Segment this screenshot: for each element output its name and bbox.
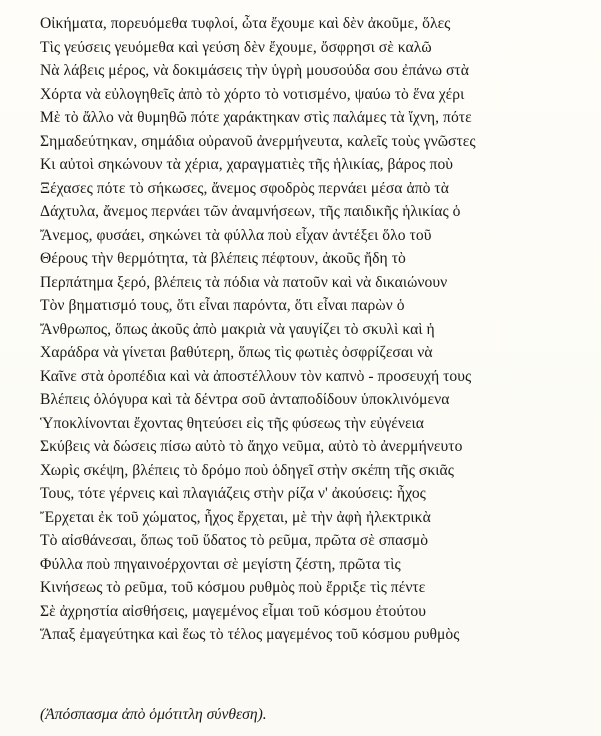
poem-line: Βλέπεις ὁλόγυρα καὶ τὰ δέντρα σοῦ ἀνταποδίδουν ὑποκλινόμενα: [40, 391, 450, 408]
poem-line: Θέρους τὴν θερμότητα, τὰ βλέπεις πέφτουν, ἀκοῦς ἤδη τὸ: [40, 250, 406, 267]
poem-text: [40, 12, 595, 647]
poem-line: Σημαδεύτηκαν, σημάδια οὐρανοῦ ἀνερμήνευτα, καλεῖς τοὺς γνῶστες: [40, 132, 476, 150]
poem-line: Κι αὐτοὶ σηκώνουν τὰ χέρια, χαραγματιὲς τῆς ἡλικίας, βάρος ποὺ: [40, 156, 454, 173]
poem-line: Ἄνεμος, φυσάει, σηκώνει τὰ φύλλα ποὺ εἶχαν ἀντέξει ὅλο τοῦ: [40, 226, 432, 244]
poem-line: Ἅπαξ ἐμαγεύτηκα καὶ ἕως τὸ τέλος μαγεμένος τοῦ κόσμου ρυθμὸς: [40, 626, 460, 643]
poem-line: Νὰ λάβεις μέρος, νὰ δοκιμάσεις τὴν ὑγρὴ μουσούδα σου ἐπάνω στὰ: [40, 62, 469, 79]
poem-line: Σκύβεις νὰ δώσεις πίσω αὐτὸ τὸ ἄηχο νεῦμα, αὐτὸ τὸ ἀνερμήνευτο: [40, 438, 463, 455]
poem-line: Τὸν βηματισμό τους, ὅτι εἶναι παρόντα, ὅτι εἶναι παρὼν ὁ: [40, 297, 405, 314]
poem-line: Μὲ τὸ ἄλλο νὰ θυμηθῶ πότε χαράκτηκαν στὶς παλάμες τὰ ἴχνη, πότε: [40, 109, 472, 126]
poem-line: Δάχτυλα, ἄνεμος περνάει τῶν ἀναμνήσεων, τῆς παιδικῆς ἡλικίας ὁ: [40, 203, 461, 220]
poem-line: Περπάτημα ξερό, βλέπεις τὰ πόδια νὰ πατοῦν καὶ νὰ δικαιώνουν: [40, 273, 448, 291]
poem-line: Χόρτα νὰ εὐλογηθεῖς ἀπὸ τὸ χόρτο τὸ νοτισμένο, ψαύω τὸ ἕνα χέρι: [40, 85, 465, 103]
poem-line: Τους, τότε γέρνεις καὶ πλαγιάζεις στὴν ρίζα ν' ἀκούσεις: ἦχος: [40, 485, 426, 502]
poem-line: Ἄνθρωπος, ὅπως ἀκοῦς ἀπὸ μακριὰ νὰ γαυγίζει τὸ σκυλὶ καὶ ἡ: [40, 320, 435, 338]
poem-line: Χαράδρα νὰ γίνεται βαθύτερη, ὅπως τὶς φωτιὲς ὀσφρίζεσαι νὰ: [40, 344, 433, 361]
poem-line: Τὸ αἰσθάνεσαι, ὅπως τοῦ ὕδατος τὸ ρεῦμα, πρῶτα σὲ σπασμὸ: [40, 532, 429, 549]
poem-line: Τὶς γεύσεις γευόμεθα καὶ γεύση δὲν ἔχουμε, ὄσφρησι σὲ καλῶ: [40, 38, 432, 56]
poem-line: Φύλλα ποὺ πηγαινοέρχονται σὲ μεγίστη ζέστη, πρῶτα τὶς: [40, 555, 401, 573]
poem-line: Κινήσεως τὸ ρεῦμα, τοῦ κόσμου ρυθμὸς ποὺ ἔρριξε τὶς πέντε: [40, 579, 426, 596]
poem-line: Σὲ ἀχρηστία αἰσθήσεις, μαγεμένος εἶμαι τοῦ κόσμου ἐτούτου: [40, 602, 427, 620]
poem-line: Καῖνε στὰ ὀροπέδια καὶ νὰ ἀποστέλλουν τὸν καπνὸ - προσευχή τους: [40, 367, 472, 385]
poem-line: Οἰκήματα, πορευόμεθα τυφλοί, ὦτα ἔχουμε καὶ δὲν ἀκοῦμε, ὅλες: [40, 15, 451, 32]
poem-line: Ξέχασες πότε τὸ σήκωσες, ἄνεμος σφοδρὸς περνάει μέσα ἀπὸ τὰ: [40, 179, 449, 197]
source-caption: (Ἀπόσπασμα ἀπὸ ὁμότιτλη σύνθεση).: [40, 706, 267, 723]
poem-line: Ἔρχεται ἐκ τοῦ χώματος, ἦχος ἔρχεται, μὲ τὴν ἀφὴ ἠλεκτρικὰ: [40, 508, 431, 526]
poem-line: Χωρὶς σκέψη, βλέπεις τὸ δρόμο ποὺ ὁδηγεῖ στὴν σκέπη τῆς σκιᾶς: [40, 461, 454, 479]
poem-line: Ὑποκλίνονται ἔχοντας θητεύσει εἰς τῆς φύσεως τὴν εὐγένεια: [40, 414, 425, 432]
